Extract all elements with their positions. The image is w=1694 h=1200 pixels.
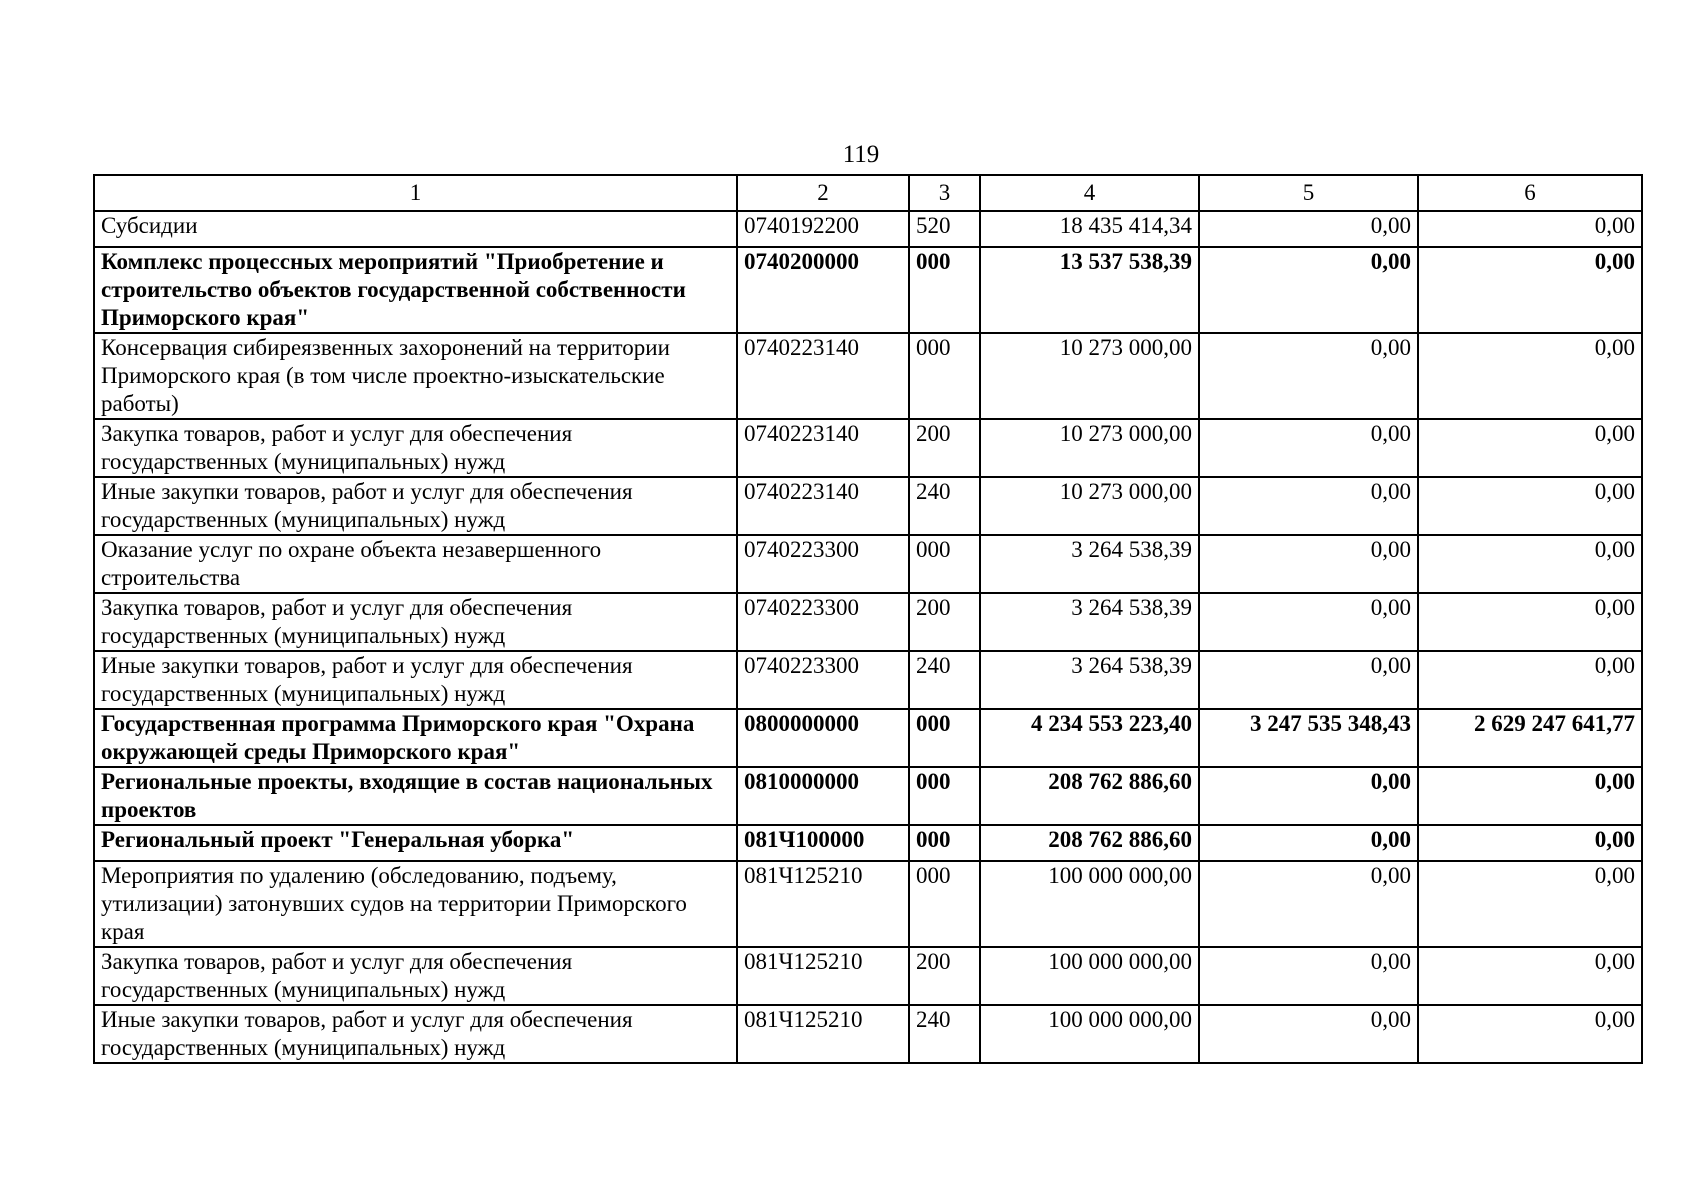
row-name-cell: Комплекс процессных мероприятий "Приобретение и строительство объектов государственной собственности Приморского края" bbox=[94, 247, 737, 333]
row-value-5-cell: 0,00 bbox=[1199, 535, 1418, 593]
row-value-4-cell: 10 273 000,00 bbox=[980, 477, 1199, 535]
row-value-6-cell: 2 629 247 641,77 bbox=[1418, 709, 1642, 767]
row-name-cell: Закупка товаров, работ и услуг для обеспечения государственных (муниципальных) нужд bbox=[94, 947, 737, 1005]
row-value-4-cell: 3 264 538,39 bbox=[980, 535, 1199, 593]
row-name-cell: Закупка товаров, работ и услуг для обеспечения государственных (муниципальных) нужд bbox=[94, 419, 737, 477]
row-name-cell: Государственная программа Приморского края "Охрана окружающей среды Приморского края" bbox=[94, 709, 737, 767]
row-value-6-cell: 0,00 bbox=[1418, 861, 1642, 947]
row-value-5-cell: 0,00 bbox=[1199, 211, 1418, 247]
row-type-cell: 240 bbox=[909, 1005, 980, 1063]
table-row bbox=[94, 709, 1642, 767]
row-value-4-cell: 13 537 538,39 bbox=[980, 247, 1199, 333]
row-type-cell: 000 bbox=[909, 861, 980, 947]
table-row bbox=[94, 1005, 1642, 1063]
row-name-cell: Иные закупки товаров, работ и услуг для обеспечения государственных (муниципальных) нужд bbox=[94, 1005, 737, 1063]
row-name-cell: Иные закупки товаров, работ и услуг для обеспечения государственных (муниципальных) нужд bbox=[94, 477, 737, 535]
row-type-cell: 000 bbox=[909, 709, 980, 767]
row-value-6-cell: 0,00 bbox=[1418, 211, 1642, 247]
row-code-cell: 0740223300 bbox=[737, 535, 909, 593]
row-value-6-cell: 0,00 bbox=[1418, 593, 1642, 651]
row-value-6-cell: 0,00 bbox=[1418, 767, 1642, 825]
row-name-cell: Региональный проект "Генеральная уборка" bbox=[94, 825, 737, 861]
row-value-4-cell: 3 264 538,39 bbox=[980, 651, 1199, 709]
row-name-cell: Региональные проекты, входящие в состав национальных проектов bbox=[94, 767, 737, 825]
row-name-cell: Оказание услуг по охране объекта незавершенного строительства bbox=[94, 535, 737, 593]
row-value-4-cell: 100 000 000,00 bbox=[980, 861, 1199, 947]
row-code-cell: 0800000000 bbox=[737, 709, 909, 767]
row-value-6-cell: 0,00 bbox=[1418, 477, 1642, 535]
table-row bbox=[94, 861, 1642, 947]
row-value-4-cell: 208 762 886,60 bbox=[980, 767, 1199, 825]
row-value-5-cell: 0,00 bbox=[1199, 651, 1418, 709]
row-type-cell: 240 bbox=[909, 477, 980, 535]
row-type-cell: 200 bbox=[909, 593, 980, 651]
row-value-5-cell: 0,00 bbox=[1199, 333, 1418, 419]
row-type-cell: 000 bbox=[909, 825, 980, 861]
row-value-4-cell: 10 273 000,00 bbox=[980, 419, 1199, 477]
column-header-6: 6 bbox=[1418, 175, 1642, 211]
row-value-6-cell: 0,00 bbox=[1418, 333, 1642, 419]
row-code-cell: 0740192200 bbox=[737, 211, 909, 247]
row-code-cell: 081Ч125210 bbox=[737, 861, 909, 947]
row-code-cell: 081Ч125210 bbox=[737, 947, 909, 1005]
row-code-cell: 081Ч100000 bbox=[737, 825, 909, 861]
table-row bbox=[94, 535, 1642, 593]
page-number: 119 bbox=[842, 141, 880, 168]
column-header-3: 3 bbox=[909, 175, 980, 211]
row-type-cell: 000 bbox=[909, 535, 980, 593]
row-name-cell: Мероприятия по удалению (обследованию, подъему, утилизации) затонувших судов на территории Приморского края bbox=[94, 861, 737, 947]
row-type-cell: 200 bbox=[909, 947, 980, 1005]
table-row bbox=[94, 947, 1642, 1005]
column-header-1: 1 bbox=[94, 175, 737, 211]
row-value-4-cell: 3 264 538,39 bbox=[980, 593, 1199, 651]
table-header-row bbox=[94, 175, 1642, 211]
row-value-5-cell: 0,00 bbox=[1199, 947, 1418, 1005]
row-code-cell: 0740223140 bbox=[737, 419, 909, 477]
row-value-5-cell: 0,00 bbox=[1199, 593, 1418, 651]
row-value-5-cell: 0,00 bbox=[1199, 861, 1418, 947]
row-value-5-cell: 0,00 bbox=[1199, 767, 1418, 825]
table-row bbox=[94, 333, 1642, 419]
row-type-cell: 000 bbox=[909, 767, 980, 825]
row-type-cell: 240 bbox=[909, 651, 980, 709]
row-value-6-cell: 0,00 bbox=[1418, 247, 1642, 333]
table-row bbox=[94, 477, 1642, 535]
row-code-cell: 0740223300 bbox=[737, 651, 909, 709]
row-name-cell: Закупка товаров, работ и услуг для обеспечения государственных (муниципальных) нужд bbox=[94, 593, 737, 651]
row-value-6-cell: 0,00 bbox=[1418, 535, 1642, 593]
row-code-cell: 0740223140 bbox=[737, 477, 909, 535]
row-value-6-cell: 0,00 bbox=[1418, 825, 1642, 861]
row-value-6-cell: 0,00 bbox=[1418, 651, 1642, 709]
row-value-5-cell: 0,00 bbox=[1199, 419, 1418, 477]
row-code-cell: 0740223140 bbox=[737, 333, 909, 419]
row-value-4-cell: 100 000 000,00 bbox=[980, 947, 1199, 1005]
table-row bbox=[94, 593, 1642, 651]
row-value-5-cell: 0,00 bbox=[1199, 477, 1418, 535]
row-code-cell: 081Ч125210 bbox=[737, 1005, 909, 1063]
row-value-4-cell: 208 762 886,60 bbox=[980, 825, 1199, 861]
table-row bbox=[94, 211, 1642, 247]
row-value-6-cell: 0,00 bbox=[1418, 419, 1642, 477]
budget-table bbox=[93, 174, 1643, 1064]
table-row bbox=[94, 767, 1642, 825]
row-value-6-cell: 0,00 bbox=[1418, 947, 1642, 1005]
row-value-4-cell: 4 234 553 223,40 bbox=[980, 709, 1199, 767]
row-type-cell: 000 bbox=[909, 247, 980, 333]
row-value-4-cell: 18 435 414,34 bbox=[980, 211, 1199, 247]
row-value-4-cell: 100 000 000,00 bbox=[980, 1005, 1199, 1063]
row-name-cell: Иные закупки товаров, работ и услуг для обеспечения государственных (муниципальных) нужд bbox=[94, 651, 737, 709]
row-name-cell: Консервация сибиреязвенных захоронений на территории Приморского края (в том числе проектно-изыскательские работы) bbox=[94, 333, 737, 419]
table-row bbox=[94, 247, 1642, 333]
row-type-cell: 520 bbox=[909, 211, 980, 247]
row-value-5-cell: 0,00 bbox=[1199, 247, 1418, 333]
row-value-5-cell: 0,00 bbox=[1199, 1005, 1418, 1063]
row-code-cell: 0740223300 bbox=[737, 593, 909, 651]
row-value-6-cell: 0,00 bbox=[1418, 1005, 1642, 1063]
column-header-2: 2 bbox=[737, 175, 909, 211]
row-code-cell: 0810000000 bbox=[737, 767, 909, 825]
table-row bbox=[94, 825, 1642, 861]
column-header-5: 5 bbox=[1199, 175, 1418, 211]
row-value-5-cell: 0,00 bbox=[1199, 825, 1418, 861]
row-value-4-cell: 10 273 000,00 bbox=[980, 333, 1199, 419]
row-code-cell: 0740200000 bbox=[737, 247, 909, 333]
row-type-cell: 000 bbox=[909, 333, 980, 419]
table-row bbox=[94, 651, 1642, 709]
column-header-4: 4 bbox=[980, 175, 1199, 211]
row-type-cell: 200 bbox=[909, 419, 980, 477]
table-row bbox=[94, 419, 1642, 477]
row-name-cell: Субсидии bbox=[94, 211, 737, 247]
row-value-5-cell: 3 247 535 348,43 bbox=[1199, 709, 1418, 767]
